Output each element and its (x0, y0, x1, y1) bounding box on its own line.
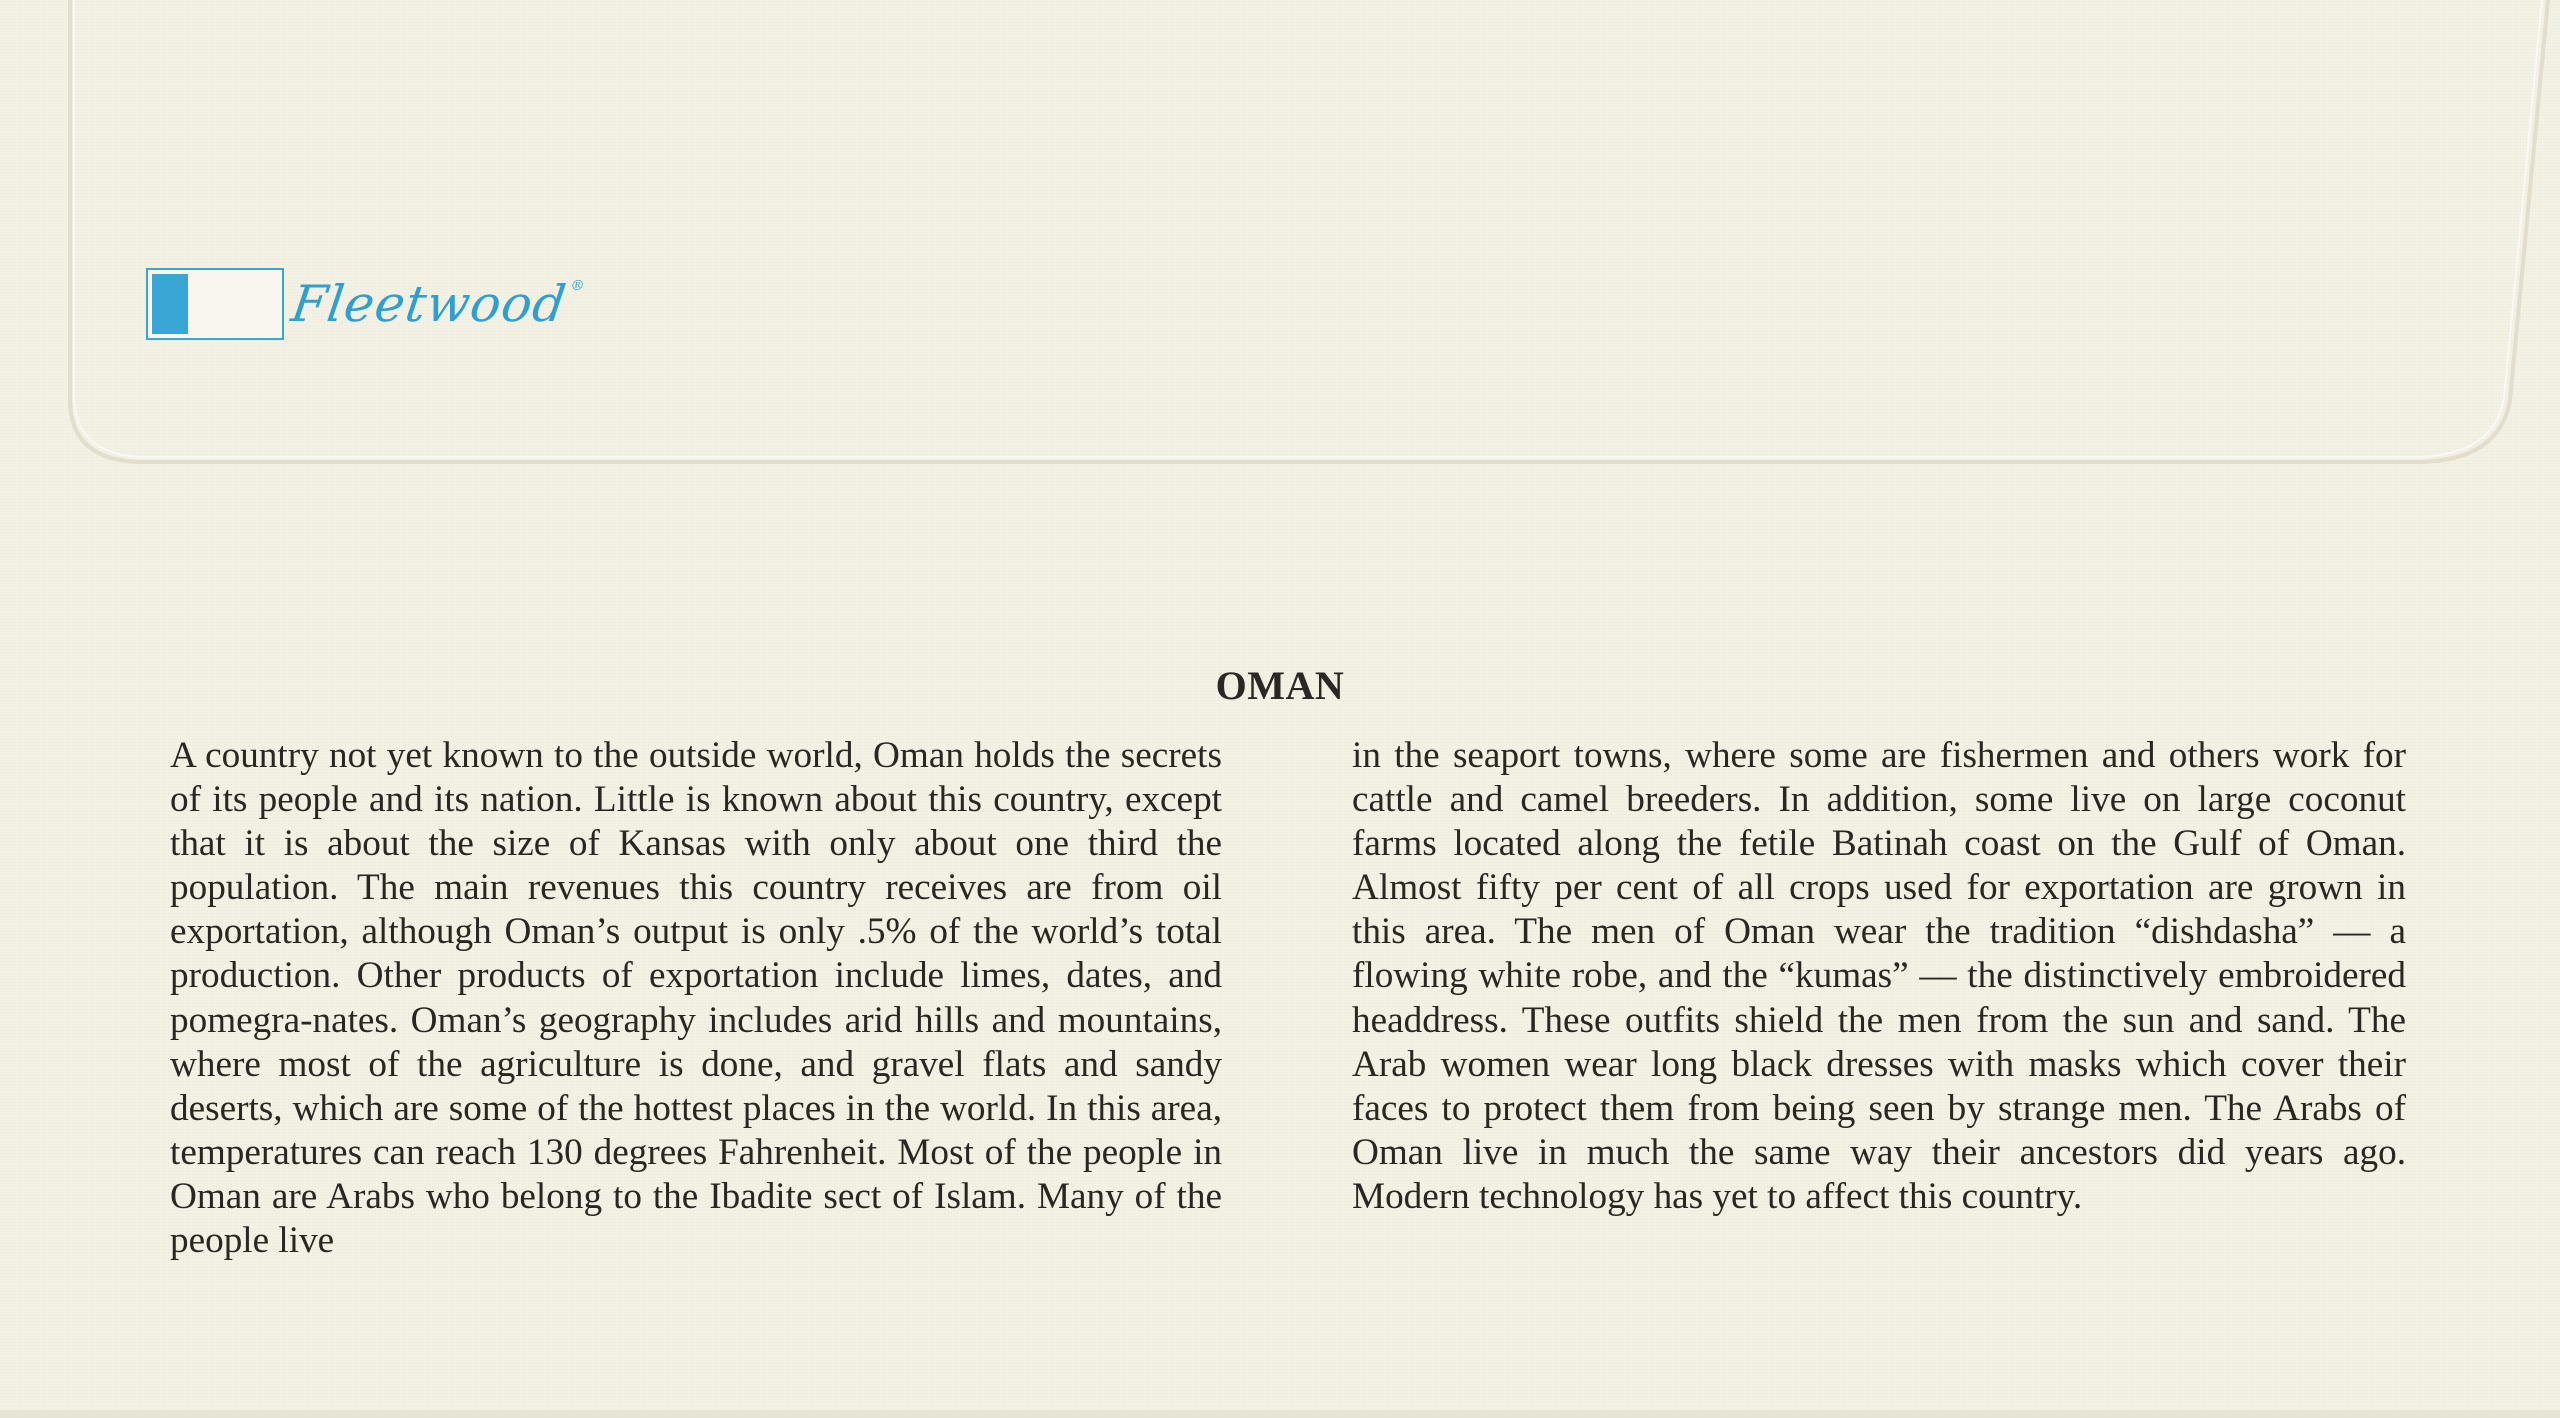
brand-logo (146, 268, 587, 340)
logo-box-fill (152, 274, 188, 334)
brand-name (287, 275, 587, 333)
article-title: OMAN (1215, 663, 1345, 708)
brand-name-text: Fleetwood (287, 275, 571, 333)
logo-box-icon (146, 268, 284, 340)
article-paragraph-left: A country not yet known to the outside world, Oman holds the secrets of its people and its nation. Little is known about this country, except that it is about the size of Kansas with only about one third the population. The main revenues this country receives are from oil exportation, although Oman’s output is only .5% of the world’s total production. Other products of exportation include limes, dates, and pomegra-nates. Oman’s geography includes arid hills and mountains, where most of the agriculture is done, and gravel flats and sandy deserts, which are some of the hottest places in the world. In this area, temperatures can reach 130 degrees Fahrenheit. Most of the people in Oman are Arabs who belong to the Ibadite sect of Islam. Many of the people live (170, 735, 1222, 1262)
article-paragraph-right: in the seaport towns, where some are fishermen and others work for cattle and camel breeders. In addition, some live on large coconut farms located along the fetile Batinah coast on the Gulf of Oman. Almost fifty per cent of all crops used for exportation are grown in this area. The men of Oman wear the tradition “dishdasha” — a flowing white robe, and the “kumas” — the distinctively embroidered headdress. These outfits shield the men from the sun and sand. The Arab women wear long black dresses with masks which cover their faces to protect them from being seen by strange men. The Arabs of Oman live in much the same way their ancestors did years ago. Modern technology has yet to affect this country. (1352, 735, 2406, 1217)
article-column-left (170, 734, 1222, 1263)
registered-mark: ® (569, 278, 587, 294)
article-column-right (1352, 734, 2406, 1219)
